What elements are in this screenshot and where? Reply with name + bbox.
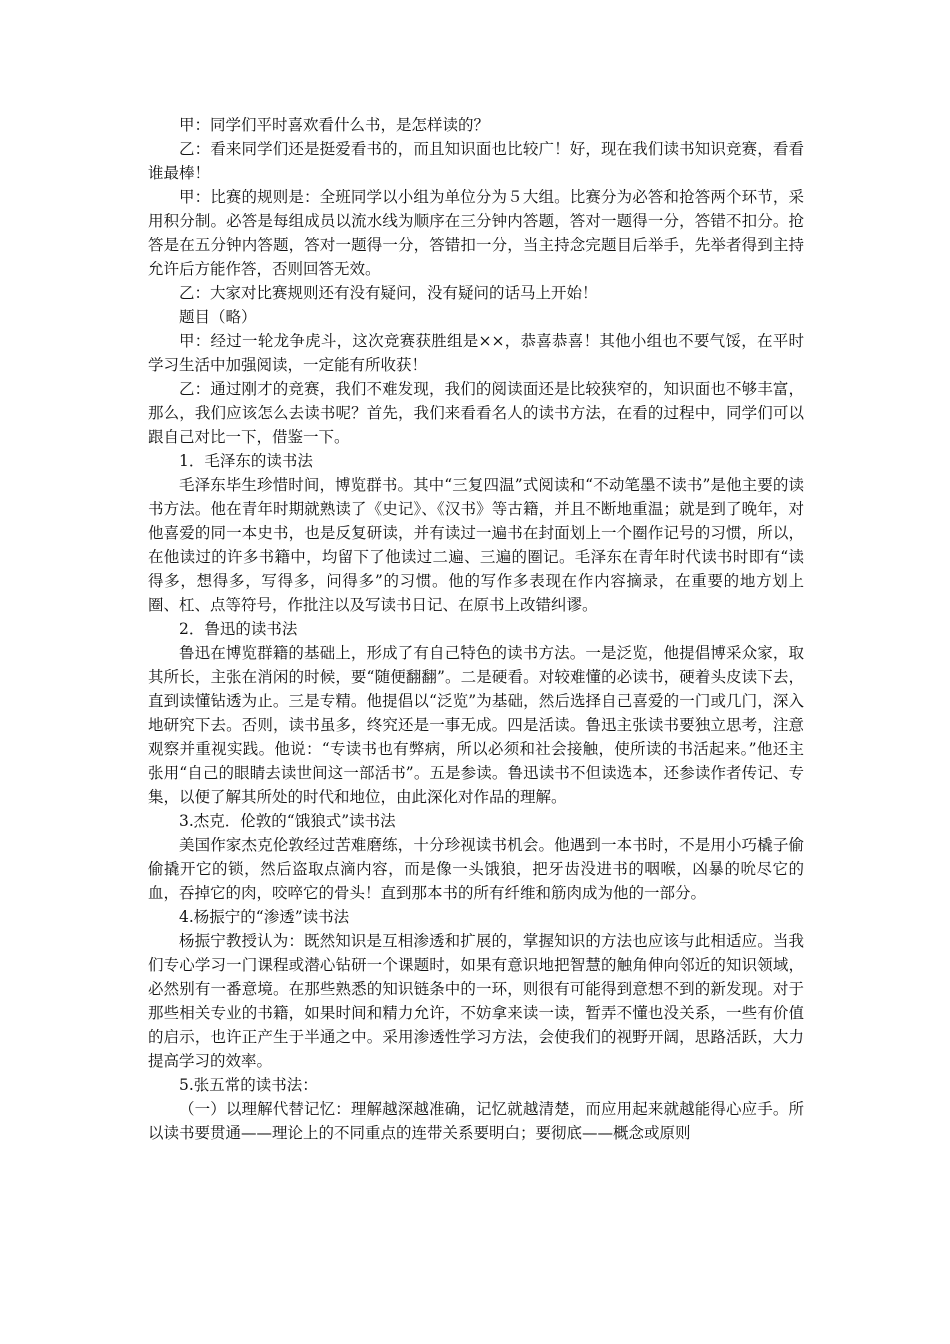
body-paragraph-luxun: 鲁迅在博览群籍的基础上，形成了有自己特色的读书方法。一是泛览，他提倡博采众家，取其所长，主张在消闲的时候，要“随便翻翻”。二是硬看。对较难懂的必读书，硬着头皮读下去，直到读懂钻透为止。三是专精。他提倡以“泛览”为基础，然后选择自己喜爱的一门或几门，深入地研究下去。否则，读书虽多，终究还是一事无成。四是活读。鲁迅主张读书要独立思考，注意观察并重视实践。他说：“专读书也有弊病，所以必须和社会接触，使所读的书活起来。”他还主张用“自己的眼睛去读世间这一部活书”。五是参读。鲁迅读书不但读选本，还参读作者传记、专集，以便了解其所处的时代和地位，由此深化对作品的理解。	[148, 644, 804, 806]
body-paragraph-yang-zhenning: 杨振宁教授认为：既然知识是互相渗透和扩展的，掌握知识的方法也应该与此相适应。当我们专心学习一门课程或潜心钻研一个课题时，如果有意识地把智慧的触角伸向邻近的知识领域，必然别有一番意境。在那些熟悉的知识链条中的一环，则很有可能得到意想不到的新发现。对于那些相关专业的书籍，如果时间和精力允许，不妨拿来读一读，暂弄不懂也没关系，一些有价值的启示，也许正产生于半通之中。采用渗透性学习方法，会使我们的视野开阔，思路活跃，大力提高学习的效率。	[148, 932, 804, 1070]
dialogue-paragraph: 乙：看来同学们还是挺爱看书的，而且知识面也比较广！好，现在我们读书知识竞赛，看看谁最棒！	[148, 140, 804, 182]
body-paragraph-zhang-wuchang: （一）以理解代替记忆：理解越深越准确，记忆就越清楚，而应用起来就越能得心应手。所以读书要贯通——理论上的不同重点的连带关系要明白；要彻底——概念或原则	[148, 1100, 804, 1142]
rules-paragraph: 甲：比赛的规则是：全班同学以小组为单位分为５大组。比赛分为必答和抢答两个环节，采用积分制。必答是每组成员以流水线为顺序在三分钟内答题，答对一题得一分，答错不扣分。抢答是在五分钟内答题，答对一题得一分，答错扣一分，当主持念完题目后举手，先举者得到主持允许后方能作答，否则回答无效。	[148, 188, 804, 278]
document-body	[148, 113, 804, 1145]
section-heading-yang-zhenning: 4.杨振宁的“渗透”读书法	[179, 908, 350, 926]
questions-note: 题目（略）	[179, 308, 257, 326]
section-heading-jack-london: 3.杰克．伦敦的“饿狼式”读书法	[179, 812, 396, 830]
body-paragraph-mao: 毛泽东毕生珍惜时间，博览群书。其中“三复四温”式阅读和“不动笔墨不读书”是他主要的读书方法。他在青年时期就熟读了《史记》、《汉书》等古籍，并且不断地重温；就是到了晚年，对他喜爱的同一本史书，也是反复研读，并有读过一遍书在封面划上一个圈作记号的习惯，所以，在他读过的许多书籍中，均留下了他读过二遍、三遍的圈记。毛泽东在青年时代读书时即有“读得多，想得多，写得多，问得多”的习惯。他的写作多表现在作内容摘录，在重要的地方划上圈、杠、点等符号，作批注以及写读书日记、在原书上改错纠谬。	[148, 476, 804, 614]
body-paragraph-jack-london: 美国作家杰克伦敦经过苦难磨练，十分珍视读书机会。他遇到一本书时，不是用小巧橇子偷偷撬开它的锁，然后盗取点滴内容，而是像一头饿狼，把牙齿没进书的咽喉，凶暴的吮尽它的血，吞掉它的肉，咬啐它的骨头！直到那本书的所有纤维和筋肉成为他的一部分。	[148, 836, 804, 902]
dialogue-paragraph: 甲：同学们平时喜欢看什么书，是怎样读的？	[179, 116, 490, 134]
section-heading-luxun: 2．鲁迅的读书法	[179, 620, 298, 638]
dialogue-paragraph: 乙：大家对比赛规则还有没有疑问，没有疑问的话马上开始！	[179, 284, 598, 302]
dialogue-paragraph: 甲：经过一轮龙争虎斗，这次竞赛获胜组是××，恭喜恭喜！其他小组也不要气馁，在平时学习生活中加强阅读，一定能有所收获！	[148, 332, 804, 374]
dialogue-paragraph: 乙：通过刚才的竞赛，我们不难发现，我们的阅读面还是比较狭窄的，知识面也不够丰富，那么，我们应该怎么去读书呢？首先，我们来看看名人的读书方法，在看的过程中，同学们可以跟自己对比一下，借鉴一下。	[148, 380, 804, 446]
section-heading-zhang-wuchang: 5.张五常的读书法：	[179, 1076, 318, 1094]
section-heading-mao: 1．毛泽东的读书法	[179, 452, 313, 470]
